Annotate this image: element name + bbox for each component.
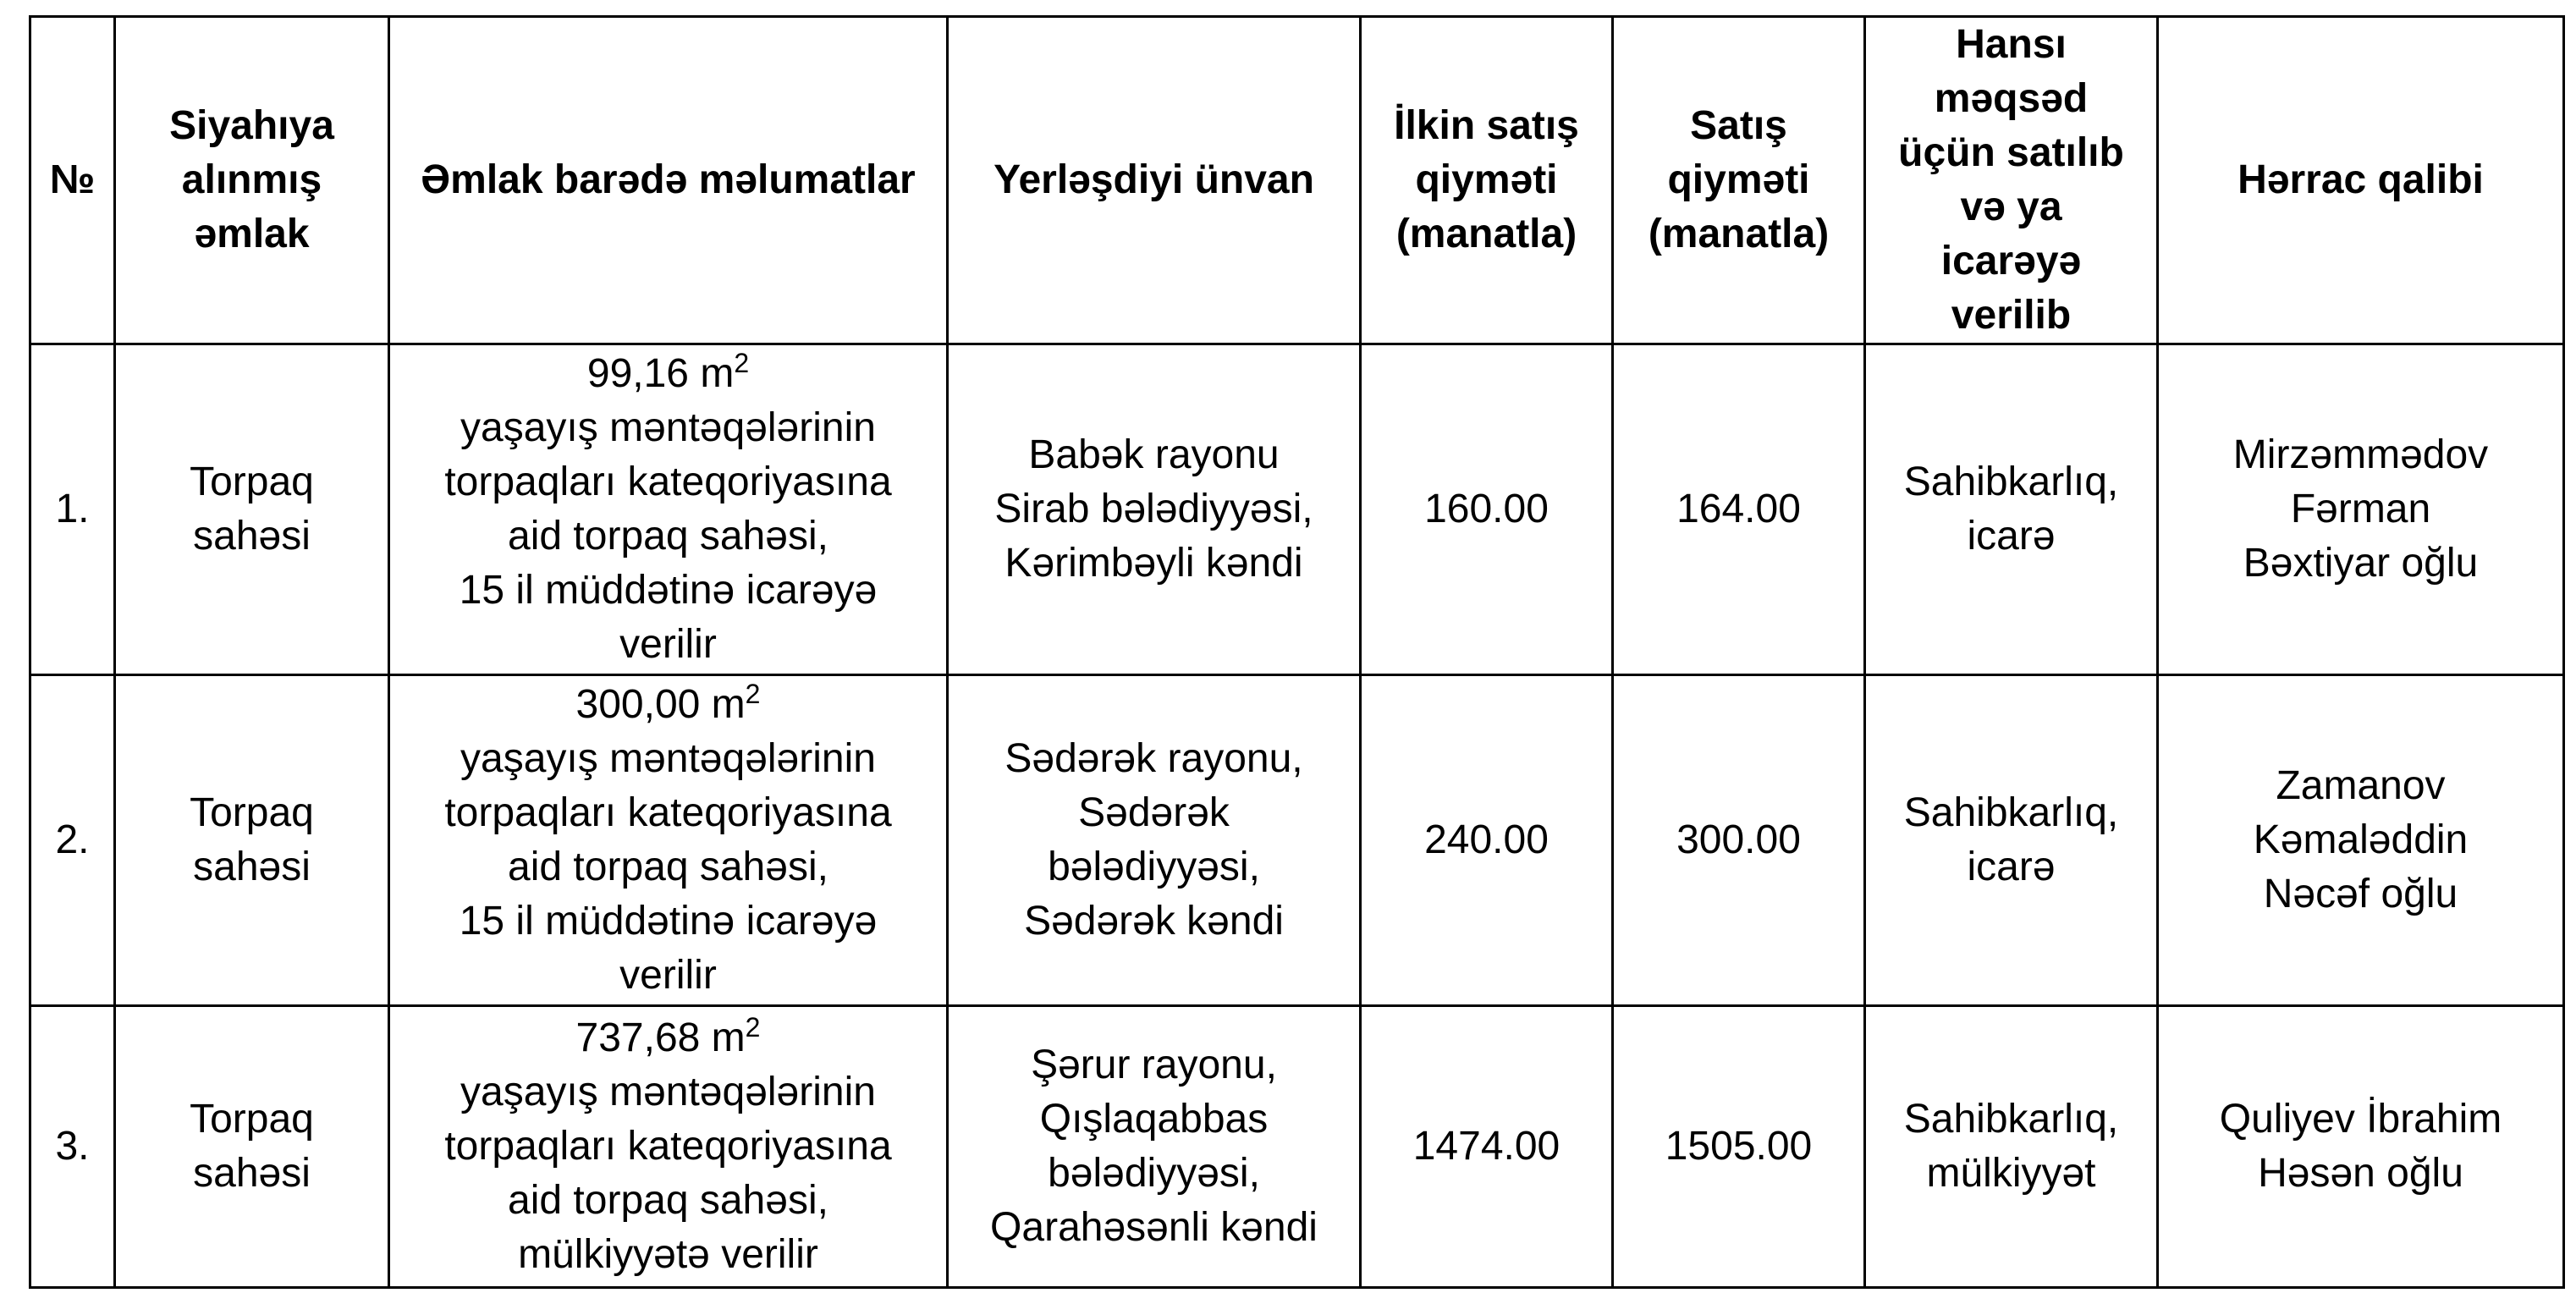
cell-property: Torpaq sahəsi <box>115 344 389 675</box>
cell-number: 2. <box>30 675 115 1006</box>
cell-address: Şərur rayonu, Qışlaqabbas bələdiyyəsi, Qarahəsənli kəndi <box>948 1006 1361 1288</box>
cell-initial-price: 240.00 <box>1361 675 1613 1006</box>
cell-winner: Zamanov Kəmaləddin Nəcəf oğlu <box>2158 675 2564 1006</box>
cell-address: Sədərək rayonu, Sədərək bələdiyyəsi, Sədərək kəndi <box>948 675 1361 1006</box>
header-initial-price: İlkin satış qiyməti (manatla) <box>1361 17 1613 344</box>
cell-initial-price: 1474.00 <box>1361 1006 1613 1288</box>
cell-property: Torpaq sahəsi <box>115 1006 389 1288</box>
area-unit-exponent: 2 <box>734 348 750 378</box>
area-unit-exponent: 2 <box>745 1012 761 1043</box>
header-purpose: Hansı məqsəd üçün satılıb və ya icarəyə verilib <box>1865 17 2158 344</box>
cell-number: 3. <box>30 1006 115 1288</box>
cell-purpose: Sahibkarlıq, icarə <box>1865 344 2158 675</box>
header-property: Siyahıya alınmış əmlak <box>115 17 389 344</box>
cell-property: Torpaq sahəsi <box>115 675 389 1006</box>
cell-sale-price: 300.00 <box>1613 675 1865 1006</box>
cell-info: 99,16 $m^2$ yaşayış məntəqələrinin torpaqları kateqoriyasına aid torpaq sahəsi, 15 il müddətinə icarəyə verilir <box>389 344 948 675</box>
cell-initial-price: 160.00 <box>1361 344 1613 675</box>
header-address: Yerləşdiyi ünvan <box>948 17 1361 344</box>
header-row <box>30 17 2564 344</box>
header-sale-price: Satış qiyməti (manatla) <box>1613 17 1865 344</box>
header-winner: Hərrac qalibi <box>2158 17 2564 344</box>
table-row <box>30 675 2564 1006</box>
area-value: 99,16 m <box>586 351 735 396</box>
cell-purpose: Sahibkarlıq, icarə <box>1865 675 2158 1006</box>
area-value: 300,00 m <box>575 682 746 727</box>
cell-number: 1. <box>30 344 115 675</box>
table-row <box>30 1006 2564 1288</box>
cell-info: 737,68 $m^2$ yaşayış məntəqələrinin torpaqları kateqoriyasına aid torpaq sahəsi, mülkiyyətə verilir <box>389 1006 948 1288</box>
cell-sale-price: 1505.00 <box>1613 1006 1865 1288</box>
cell-sale-price: 164.00 <box>1613 344 1865 675</box>
area-value: 737,68 m <box>575 1015 746 1060</box>
cell-info: 300,00 $m^2$ yaşayış məntəqələrinin torpaqları kateqoriyasına aid torpaq sahəsi, 15 il müddətinə icarəyə verilir <box>389 675 948 1006</box>
area-unit-exponent: 2 <box>745 679 761 709</box>
cell-address: Babək rayonu Sirab bələdiyyəsi, Kərimbəyli kəndi <box>948 344 1361 675</box>
auction-results-table <box>29 15 2565 1289</box>
cell-winner: Mirzəmmədov Fərman Bəxtiyar oğlu <box>2158 344 2564 675</box>
table-row <box>30 344 2564 675</box>
cell-winner: Quliyev İbrahim Həsən oğlu <box>2158 1006 2564 1288</box>
cell-purpose: Sahibkarlıq, mülkiyyət <box>1865 1006 2158 1288</box>
header-number: № <box>30 17 115 344</box>
header-info: Əmlak barədə məlumatlar <box>389 17 948 344</box>
